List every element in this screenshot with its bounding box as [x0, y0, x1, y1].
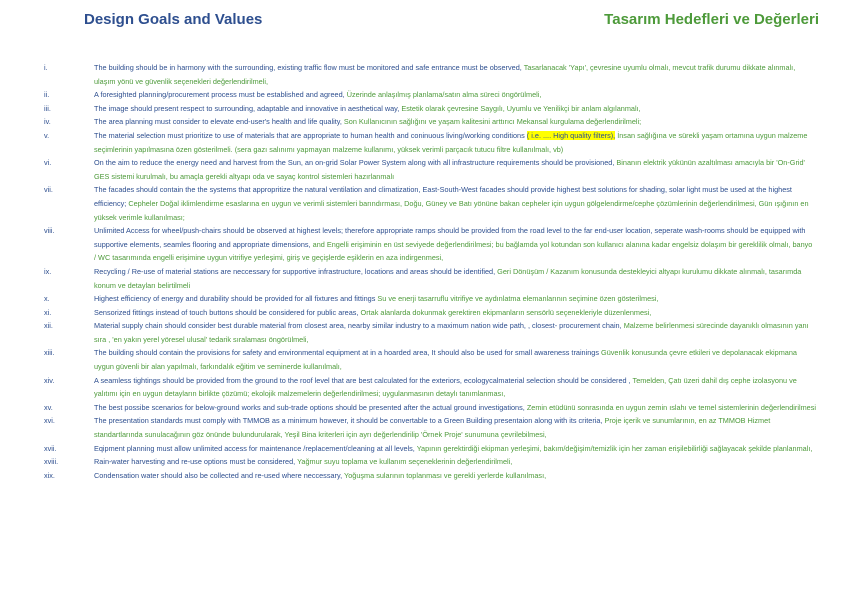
- item-text-turkish: Estetik olarak çevresine Saygılı, Uyumlu ve Yenilikçi bir anlam algılanmalı,: [401, 103, 641, 113]
- item-text: [94, 401, 816, 415]
- item-text-english: The building should be in harmony with the surrounding, existing traffic flow must be monitored and safe entrance must be observed,: [94, 63, 522, 72]
- list-item: [44, 401, 816, 415]
- item-text-english: The presentation standards must comply with TMMOB as a minimum however, it should be convertable to a Green Building presentaion along with its criteria,: [94, 416, 603, 426]
- item-text-turkish: Yağmur suyu toplama ve kullanım seçeneklerinin değerlendirilmeli,: [297, 457, 513, 467]
- item-text-english: Rain-water harvesting and re-use options must be considered,: [94, 457, 296, 467]
- item-text: [94, 442, 816, 456]
- list-item: [44, 319, 816, 346]
- item-text-english: The material selection must prioritize to use of materials that are appropriate to human health and coninuous living/working conditions: [94, 130, 525, 140]
- item-text-english: Condensation water should also be collected and re-used where neccessary,: [94, 470, 343, 480]
- list-item: [44, 455, 816, 469]
- item-number: xii.: [44, 321, 53, 331]
- item-number: xix.: [44, 470, 55, 480]
- item-text-turkish: Malzeme belirlenmesi sürecinde dayanıklı olmasının yanı sıra , 'en yakın yerel yöresel ulusal' tedarik sıralaması öngörülmeli,: [94, 321, 809, 344]
- item-text-turkish: Cepheler Doğal iklimlendirme esaslarına en uygun ve verimli sistemleri barındırması, Doğu, Güney ve Batı yönüne bakan cepheler için uygun gölgelendirme/cephe çözümlerinin değerlendirilmesi, Gün ışığının en yüksek verimle kullanılması;: [94, 198, 809, 222]
- item-number: xi.: [44, 307, 52, 317]
- item-text: [94, 115, 816, 129]
- item-text: [94, 414, 816, 441]
- item-number: viii.: [44, 226, 55, 236]
- item-text: [94, 455, 816, 469]
- list-item: [44, 442, 816, 456]
- item-number: v.: [44, 130, 50, 140]
- list-item: [44, 115, 816, 129]
- item-number: xvii.: [44, 443, 57, 453]
- list-item: [44, 469, 816, 483]
- list-item: [44, 61, 816, 88]
- item-text-english: Recycling / Re-use of material stations are neccessary for supportive infrastructure, locations and areas should be identified,: [94, 266, 496, 276]
- item-text: [94, 156, 816, 183]
- title-turkish: Tasarım Hedefleri ve Değerleri: [604, 11, 819, 28]
- item-text: [94, 183, 816, 224]
- list-item: [44, 265, 816, 292]
- item-text-english: Unlimited Access for wheel/push-chairs should be observed at highest levels; therefore appropriate ramps should be provided from the road level to the far end-user location, seperate wash-rooms should be equipped with supportive elements, seamles flooring and appropriate dimensions,: [94, 226, 806, 249]
- item-text-turkish: Ortak alanlarda dokunmak gerektiren ekipmanların sensörlü seçenekleriyle düzenlenmesi,: [360, 307, 652, 317]
- item-text-turkish: Zemin etüdünü sonrasında en uygun zemin ıslahı ve temel sistemlerinin değerlendirilmesi: [526, 402, 816, 412]
- item-text-english: Eqipment planning must allow unlimited access for maintenance /replacement/cleaning at all levels,: [94, 443, 415, 453]
- item-number: xviii.: [44, 457, 59, 467]
- list-item: [44, 129, 816, 156]
- list-item: [44, 183, 816, 224]
- item-text-turkish: Geri Dönüşüm / Kazanım konusunda destekleyici altyapı kurulumu dikkate alınmalı, tasarımda konum ve detayları belirtilmeli: [94, 266, 802, 290]
- item-text-turkish: Binanın elektrik yükünün azaltılması amacıyla bir 'On-Grid' GES sistemi kurulmalı, bu amaçla gerekli altyapı oda ve sayaç kontrol sistemleri hazırlanmalı: [94, 158, 805, 181]
- item-number: ii.: [44, 90, 50, 100]
- item-text-turkish: and Engelli erişiminin en üst seviyede değerlendirilmesi; bu bağlamda yol kotundan son kullanıcı alanına kadar engelsiz dolaşım bir gereklilik olmalı, banyo / WC tasarımında engelli erişimine uygun vitrifiye yerleşimi, giriş ve geçişlerde eşiklerin en aza indirgenmesi,: [94, 239, 813, 263]
- item-text-turkish: Yoğuşma sularının toplanması ve gerekli yerlerde kullanılması,: [344, 470, 547, 480]
- item-text: [94, 224, 816, 265]
- item-text: [94, 319, 816, 346]
- item-text-english: Highest efficiency of energy and durability should be provided for all fixtures and fittings: [94, 294, 376, 304]
- list-item: [44, 156, 816, 183]
- item-text-english: The area planning must consider to elevate end-user's health and life quality,: [94, 117, 342, 127]
- item-text-turkish: Son Kullanıcının sağlığını ve yaşam kalitesini arttırıcı Mekansal kurgulama değerlendirilmeli;: [343, 117, 642, 127]
- item-text-turkish: Güvenlik konusunda çevre etkileri ve depolanacak ekipmana uygun güvenli bir alan yapılmalı, farkındalık eğitim ve seminerde kullanılmalı,: [94, 348, 797, 372]
- item-text: [94, 102, 816, 116]
- item-number: vii.: [44, 185, 53, 195]
- item-text: [94, 88, 816, 102]
- item-text: [94, 129, 816, 156]
- list-item: [44, 374, 816, 401]
- item-number: xv.: [44, 402, 53, 412]
- item-number: iv.: [44, 117, 51, 127]
- item-number: i.: [44, 63, 48, 72]
- item-text: [94, 346, 816, 373]
- item-text-english: The best possibe scenarios for below-ground works and sub-trade options should be presented after the actual ground investigations,: [94, 402, 525, 412]
- item-text: [94, 265, 816, 292]
- item-text-turkish: Temelden, Çatı üzeri dahil dış cephe izolasyonu ve yalıtımı için en uygun detayların birlikte çözümü; ekolojik malzemelerin değerlendirilmesi; uygulanmasının detaylı tanımlanması,: [94, 375, 797, 399]
- item-text: [94, 292, 816, 306]
- list-item: [44, 102, 816, 116]
- item-text: [94, 469, 816, 483]
- list-item: [44, 414, 816, 441]
- item-text-turkish: Tasarlanacak 'Yapı', çevresine uyumlu olmalı, mevcut trafik durumu dikkate alınmalı, ulaşım yönü ve güvenlik seçenekleri değerlendirilmeli,: [94, 63, 796, 86]
- item-number: xvi.: [44, 416, 55, 426]
- item-number: xiv.: [44, 375, 55, 385]
- list-item: [44, 224, 816, 265]
- item-text-english: Material supply chain should consider best durable material from closest area, nearby similar industry to a maximum nation wide path, , closest- procurement chain,: [94, 321, 622, 331]
- item-number: ix.: [44, 266, 52, 276]
- item-text: [94, 374, 816, 401]
- item-text-english: The building should contain the provisions for safety and environmental equipment at in a hoarded area, It should also be used for small awareness trainings: [94, 348, 600, 358]
- item-text-english: Sensorized fittings instead of touch buttons should be considered for public areas,: [94, 307, 359, 317]
- item-text-english: A seamless tightings should be provided from the ground to the roof level that are best calculated for the exteriors, ecologycalmaterial selection should be considered ,: [94, 375, 631, 385]
- item-text-english: On the aim to reduce the energy need and harvest from the Sun, an on-grid Solar Power System along with all infrastructure requirements should be provisioned,: [94, 158, 615, 168]
- item-number: iii.: [44, 103, 51, 113]
- item-text-turkish: Su ve enerji tasarruflu vitrifiye ve aydınlatma elemanlarının seçimine özen gösterilmesi,: [377, 294, 659, 304]
- title-english: Design Goals and Values: [84, 11, 263, 28]
- goals-list: [44, 61, 816, 482]
- item-text: [94, 306, 816, 320]
- item-text-turkish: Yapının gerektirdiği ekipman yerleşimi, bakım/değişim/temizlik için her zaman erişilebilirliği sağlayacak şekilde planlanmalı,: [416, 443, 813, 453]
- item-text-english: The image should present respect to surrounding, adaptable and innovative in aesthetical way,: [94, 103, 400, 113]
- list-item: [44, 292, 816, 306]
- item-text: [94, 61, 816, 88]
- item-text-english: A foresighted planning/procurement process must be established and agreed,: [94, 90, 345, 100]
- item-number: x.: [44, 294, 50, 304]
- list-item: [44, 346, 816, 373]
- highlighted-text: ( i.e. .... High quality filters),: [526, 130, 616, 140]
- item-number: xiii.: [44, 348, 55, 358]
- item-text-turkish: Proje içerik ve sunumlarının, en az TMMOB Hizmet standartlarında sunulacağının göz önünde bulundurularak, Yeşil Bina kriterleri için ayrı değerlendirilip 'Örnek Proje' sunumuna çevrilebilmesi,: [94, 416, 771, 440]
- list-item: [44, 306, 816, 320]
- item-text-english: The facades should contain the the systems that appropritize the natural ventilation and climatization, East-South-West facades should provide highest best solutions for shading, solar light must be used at the highest efficiency;: [94, 185, 792, 208]
- item-text-turkish: İnsan sağlığına ve sürekli yaşam ortamına uygun malzeme seçimlerinin yapılmasına özen gösterilmeli. (sera gazı salınımı yapmayan malzeme kullanımı, yüksek verimli parçacık tutucu filtre kullanılmalı, vb): [94, 130, 808, 154]
- list-item: [44, 88, 816, 102]
- item-text-turkish: Üzerinde anlaşılmış planlama/satın alma süreci öngörülmeli,: [346, 90, 542, 100]
- item-number: vi.: [44, 158, 52, 168]
